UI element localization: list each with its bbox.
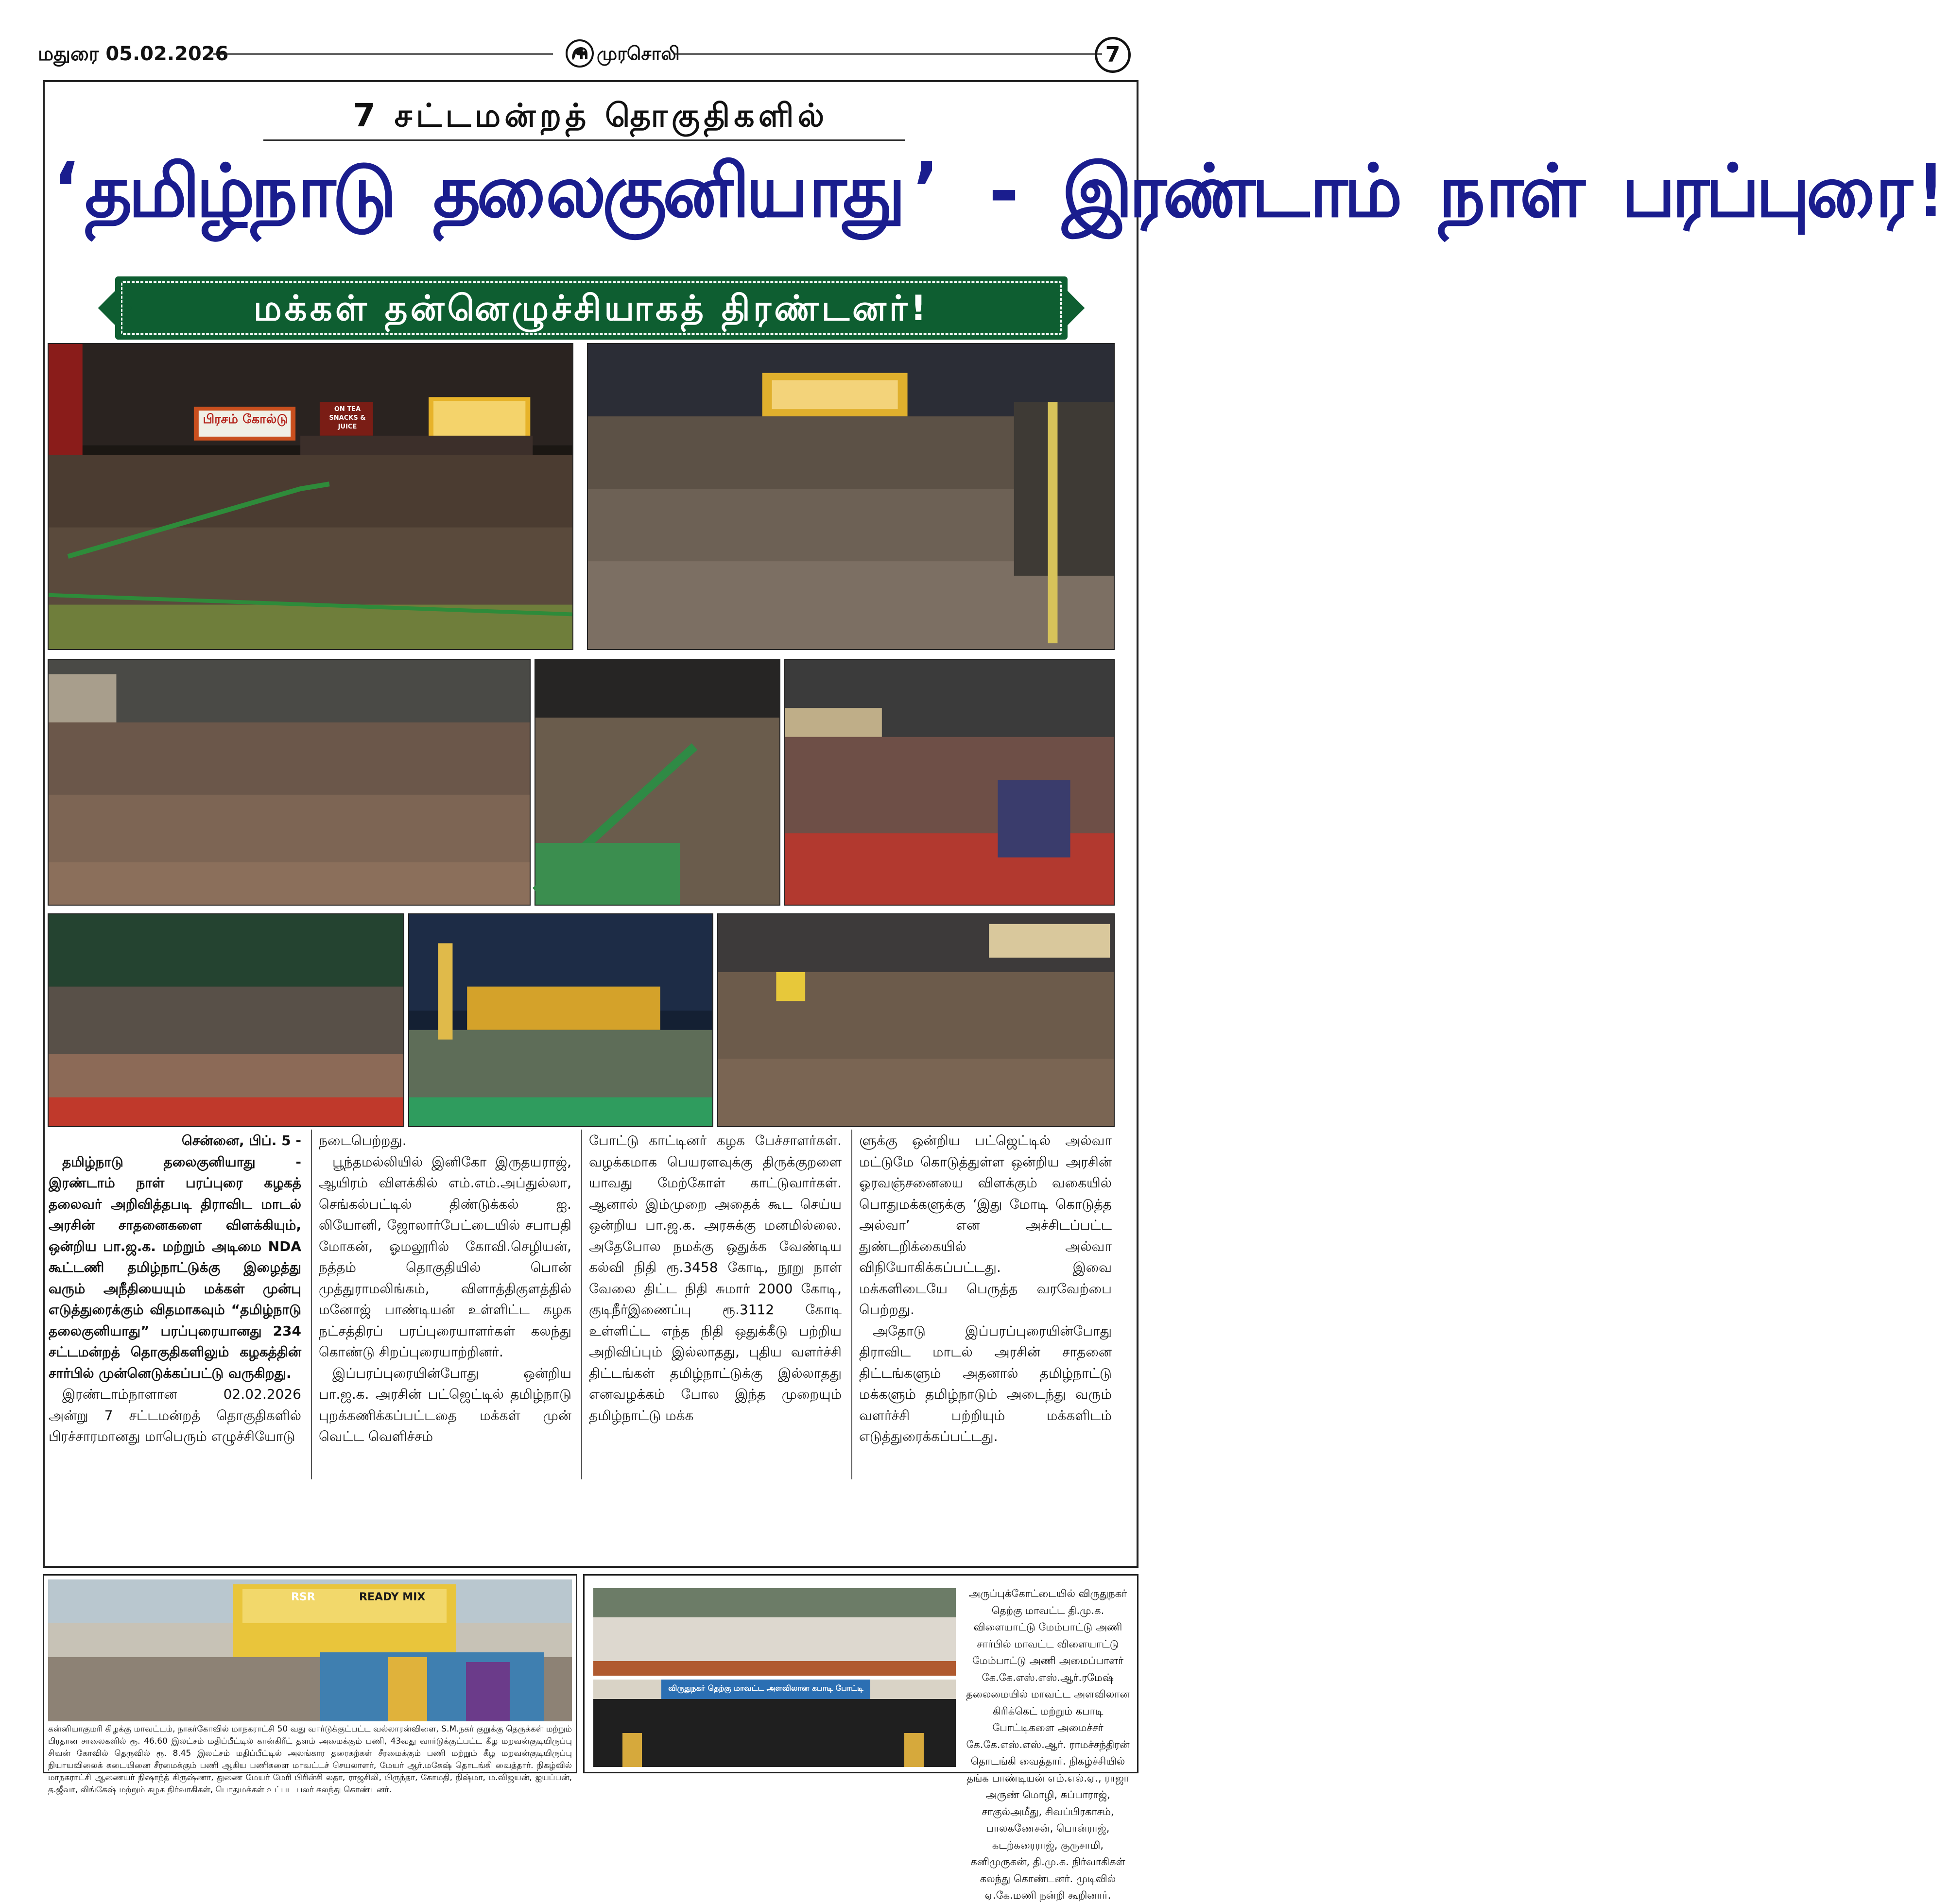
article-column-2 [319,1130,571,1447]
sports-event-image [593,1588,956,1676]
stage-sign-left: பிரசம் கோல்டு [203,412,288,427]
truck-label-2: READY MIX [359,1591,426,1603]
paper-name: முரசொலி [597,43,680,64]
photo-rally-audience-1 [48,659,531,906]
truck-label: RSR [291,1591,315,1603]
page-header [38,39,1141,73]
article-paragraph: நடைபெற்றது. [319,1132,407,1149]
photo-inauguration-event [48,1579,572,1721]
night-stage-image [409,914,712,1126]
edition-date: மதுரை 05.02.2026 [38,43,229,65]
audience-chairs-image [535,660,779,905]
photo-rally-audience-2 [535,659,780,906]
audience-scene-image [49,660,530,905]
front-row-image [49,914,403,1126]
large-crowd-image [718,914,1114,1126]
photo-rally-crowd-right [587,343,1115,650]
article-dateline: சென்னை, பிப். 5 - [181,1132,301,1149]
banner-text: மக்கள் தன்னெழுச்சியாகத் திரண்டனர்! [121,281,1062,335]
article-column-4 [859,1130,1112,1447]
photo-sports-event-2 [593,1680,956,1767]
rally-scene-image [49,344,572,649]
article-column-3 [589,1130,842,1426]
article-paragraph: இப்பரப்புரையின்போது ஒன்றிய பா.ஜ.க. அரசின் பட்ஜெட்டில் தமிழ்நாடு புறக்கணிக்கப்பட்டதை மக்கள் முன் வெட்ட வெளிச்சம் [319,1365,571,1444]
article-paragraph: பூந்தமல்லியில் இனிகோ இருதயராஜ், ஆயிரம் விளக்கில் எம்.எம்.அப்துல்லா, செங்கல்பட்டில் திண்டுக்கல் ஐ. லியோனி, ஜோலார்பேட்டையில் சபாபதி மோகன், ஓமலூரில் கோவி.செழியன், நத்தம் தொகுதியில் பொன் முத்துராமலிங்கம், விளாத்திகுளத்தில் மனோஜ் பாண்டியன் உள்ளிட்ட கழக நட்சத்திரப் பரப்புரையாளர்கள் கலந்து கொண்டு சிறப்புரையாற்றினர். [319,1153,571,1360]
photo-rally-large-crowd [717,913,1115,1127]
header-rule-left [213,53,553,55]
photo-caption-left: கன்னியாகுமரி கிழக்கு மாவட்டம், நாகர்கோவில் மாநகராட்சி 50 வது வார்டுக்குட்பட்ட வல்லாரன்விளை, S.M.நகர் குறுக்கு தெருக்கள் மற்றும் பிரதான சாலைகளில் ரூ. 46.60 இலட்சம் மதிப்பீட்டில் கான்கிரீட் தளம் அமைக்கும் பணி, 43வது வார்டுக்குட்பட்ட கீழ மறவன்குடியிருப்பு சிவன் கோவில் தெருவில் ரூ. 8.45 இலட்சம் மதிப்பீட்டில் அலங்கார தரைகற்கள் சீரமைக்கும் பணி மற்றும் கீழ மறவன்குடியிருப்பு நியாயவிலைக் கடையினை சீரமைக்கும் பணி ஆகிய பணிகளை மாவட்டச் செயலாளர், மேயர் ஆர்.மகேஷ் தொடங்கி வைத்தார். நிகழ்வில் மாநகராட்சி ஆணையர் நிஷாந்த் கிருஷ்ணா, துணை மேயர் மேரி பிரின்சி லதா, ராஜசிலி, பிருந்தா, கோமதி, நிஷ்மா, ம.விஜயன், ஐயப்பன், த.ஜீவா, லிங்கேஷ் மற்றும் கழக நிர்வாகிகள், பொதுமக்கள் உட்பட பலர் கலந்து கொண்டனர். [48,1724,572,1795]
event-banner-text: விருதுநகர் தெற்கு மாவட்ட அளவிலான கபாடி போட்டி [668,1683,863,1693]
story-subhead-banner [115,276,1068,340]
column-divider [581,1130,582,1479]
article-paragraph: இரண்டாம்நாளான 02.02.2026 அன்று 7 சட்டமன்றத் தொகுதிகளில் பிரச்சாரமானது மாபெரும் எழுச்சியோடு [49,1386,301,1444]
story-headline: ‘தமிழ்நாடு தலைகுனியாது’ - இரண்டாம் நாள் பரப்புரை! [45,149,1949,234]
story-kicker: 7 சட்டமன்றத் தொகுதிகளில் [353,97,828,134]
column-divider [311,1130,312,1479]
article-paragraph: அதோடு இப்பரப்புரையின்போது திராவிட மாடல் அரசின் சாதனை திட்டங்களும் அதனால் தமிழ்நாட்டு மக்களும் தமிழ்நாடும் அடைந்து வரும் வளர்ச்சி பற்றியும் மக்களிடம் எடுத்துரைக்கப்பட்டது. [859,1322,1112,1444]
photo-caption-right: அருப்புக்கோட்டையில் விருதுநகர் தெற்கு மாவட்ட தி.மு.க. விளையாட்டு மேம்பாட்டு அணி சார்பில் மாவட்ட விளையாட்டு மேம்பாட்டு அணி அமைப்பாளர் கே.கே.எஸ்.எஸ்.ஆர்.ரமேஷ் தலைமையில் மாவட்ட அளவிலான கிரிக்கெட் மற்றும் கபாடி போட்டிகளை அமைச்சர் கே.கே.எஸ்.எஸ்.ஆர். ராமச்சந்திரன் தொடங்கி வைத்தார். நிகழ்ச்சியில் தங்க பாண்டியன் எம்.எல்.ஏ., ராஜா அருண் மொழி, சுப்பாராஜ், சாகுல்அமீது, சிவப்பிரகாசம், பாலகணேசன், பொன்ராஜ், கடற்கரைராஜ், குருசாமி, கனிமுருகன், தி.மு.க. நிர்வாகிகள் கலந்து கொண்டனர். முடிவில் ஏ.கே.மணி நன்றி கூறினார். [966,1588,1130,1901]
header-rule-right [674,53,1102,55]
audience-street-image [785,660,1114,905]
kicker-underline [263,139,905,141]
page-number: 7 [1095,37,1131,73]
photo-rally-audience-3 [784,659,1115,906]
crowd-scene-image [588,344,1114,649]
photo-rally-stage-left [48,343,573,650]
stage-sign-right: ON TEA SNACKS & JUICE [329,406,366,430]
bottom-left-news-box [43,1574,577,1795]
photo-rally-night-stage [408,913,713,1127]
photo-rally-front-row [48,913,404,1127]
column-divider [851,1130,852,1479]
article-paragraph: போட்டு காட்டினர் கழக பேச்சாளர்கள். வழக்கமாக பெயரளவுக்கு திருக்குறளை யாவது மேற்கோள் காட்டுவார்கள். ஆனால் இம்முறை அதைக் கூட செய்ய ஒன்றிய பா.ஜ.க. அரசுக்கு மனமில்லை. அதேபோல நமக்கு ஒதுக்க வேண்டிய கல்வி நிதி ரூ.3458 கோடி, நூறு நாள் வேலை திட்ட நிதி சுமார் 2000 கோடி, குடிநீர்இணைப்பு ரூ.3112 கோடி உள்ளிட்ட எந்த நிதி ஒதுக்கீடு பற்றிய அறிவிப்பும் இல்லாதது, புதிய வளர்ச்சி திட்டங்கள் தமிழ்நாட்டுக்கு இல்லாதது எனவழக்கம் போல இந்த முறையும் தமிழ்நாட்டு மக்க [589,1132,842,1424]
article-paragraph: ளுக்கு ஒன்றிய பட்ஜெட்டில் அல்வா மட்டுமே கொடுத்துள்ள ஒன்றிய அரசின் ஓரவஞ்சனையை விளக்கும் வகையில் பொதுமக்களுக்கு ‘இது மோடி கொடுத்த அல்வா’ என அச்சிடப்பட்ட துண்டறிக்கையில் அல்வா விநியோகிக்கப்பட்டது. இவை மக்களிடையே பெருத்த வரவேற்பை பெற்றது. [859,1132,1112,1318]
elephant-logo-icon [565,39,594,68]
article-column-1 [49,1130,301,1447]
photo-sports-event-1 [593,1588,956,1676]
article-lead-paragraph: தமிழ்நாடு தலைகுனியாது - இரண்டாம் நாள் பரப்புரை கழகத் தலைவர் அறிவித்தபடி திராவிட மாடல் அரசின் சாதனைகளை விளக்கியும், ஒன்றிய பா.ஜ.க. மற்றும் அடிமை NDA கூட்டணி தமிழ்நாட்டுக்கு இழைத்து வரும் அநீதியையும் மக்கள் முன்பு எடுத்துரைக்கும் விதமாகவும் “தமிழ்நாடு தலைகுனியாது” பரப்புரையானது 234 சட்டமன்றத் தொகுதிகளிலும் கழகத்தின் சார்பில் முன்னெடுக்கப்பட்டு வருகிறது. [49,1153,301,1381]
bottom-right-news-box [583,1574,1138,1901]
